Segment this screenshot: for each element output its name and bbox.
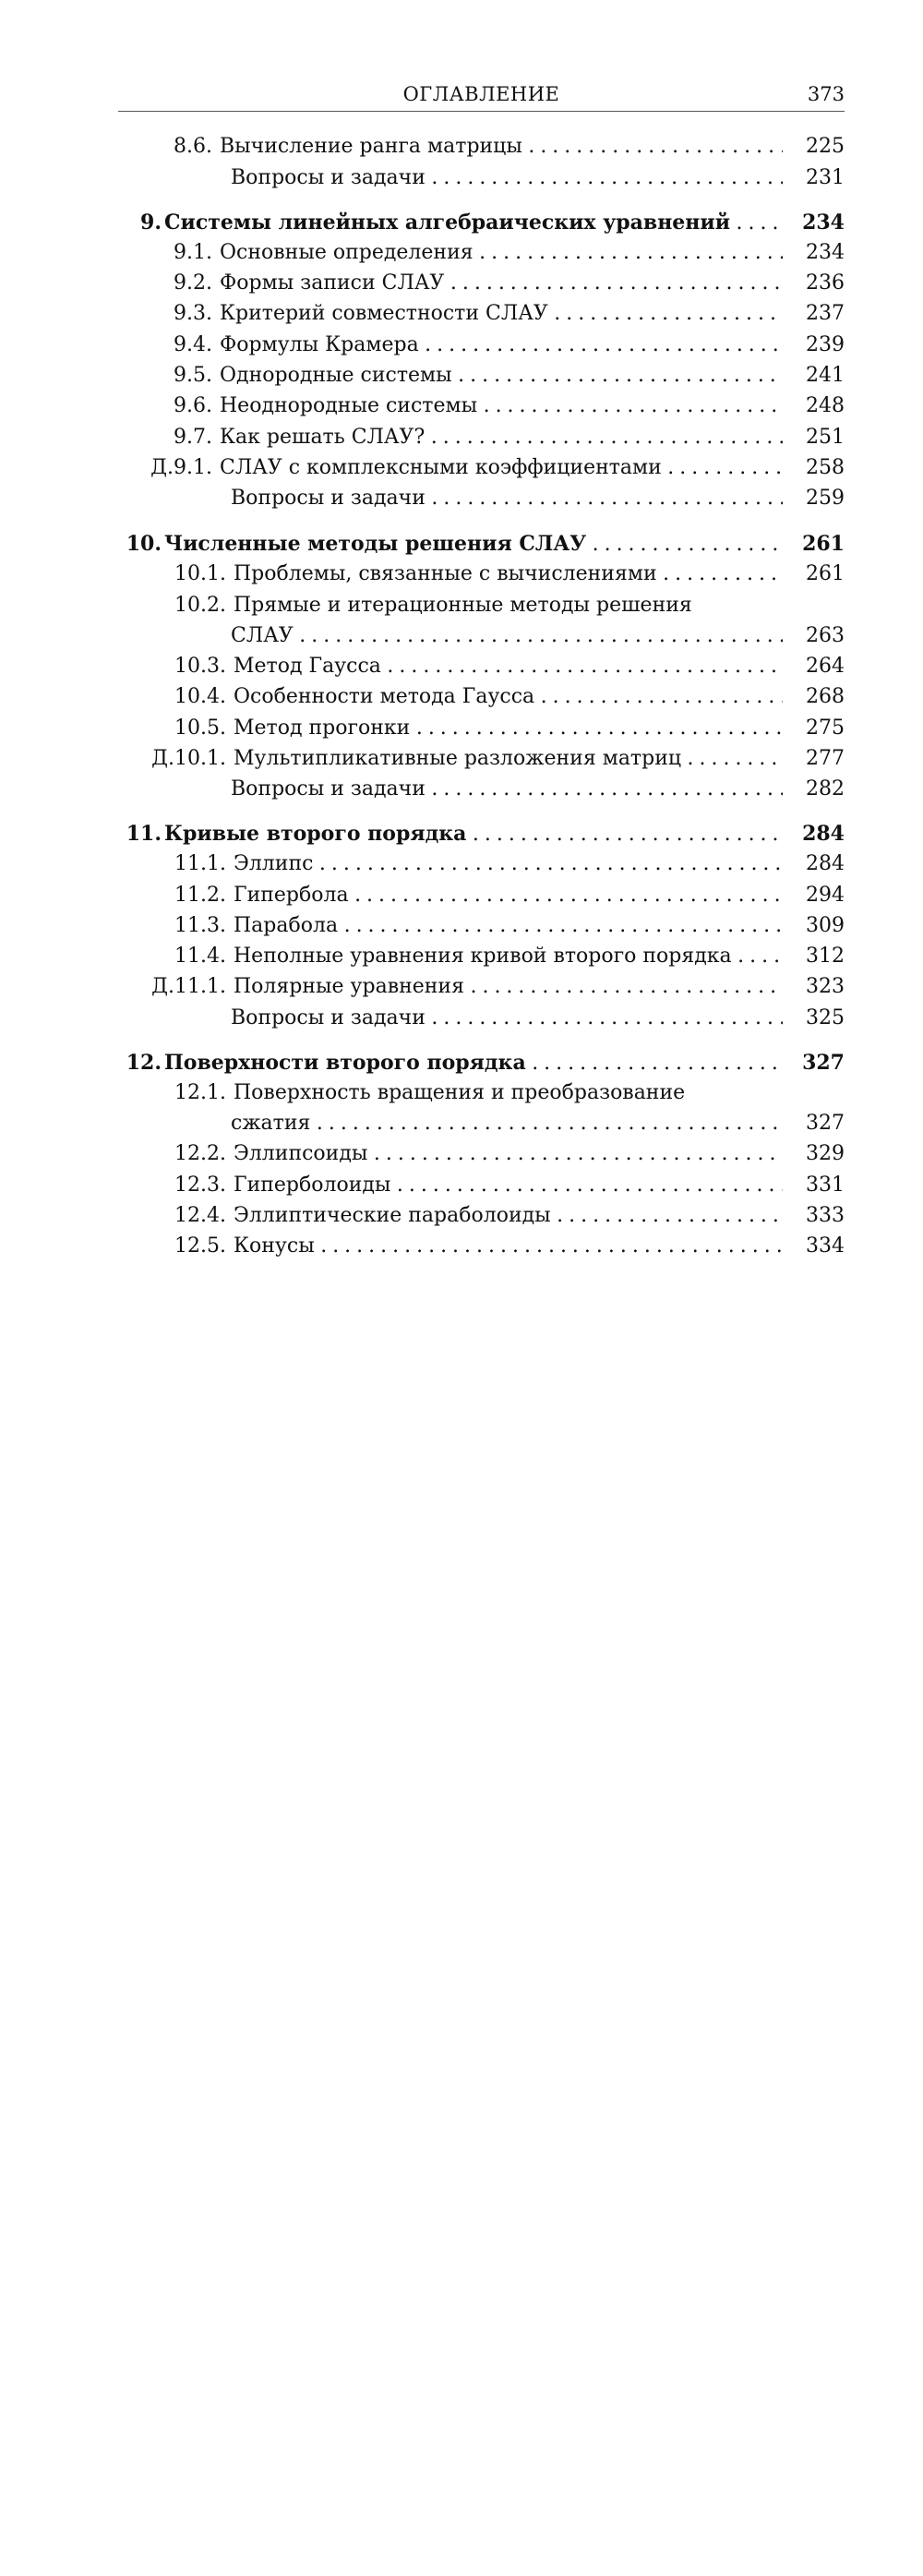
toc-entry-title[interactable]: Неоднородные системы . . .	[220, 392, 783, 420]
page-number: 373	[807, 83, 845, 105]
toc-entry-title[interactable]: Как решать СЛАУ? . . .	[220, 424, 783, 451]
toc-row	[0, 653, 923, 680]
toc-entry-number: 9.4.	[174, 333, 212, 356]
toc-entry-title[interactable]: Парабола . . .	[234, 912, 783, 940]
toc-entry-number: 12.4.	[174, 1204, 226, 1227]
toc-entry-title[interactable]: Гипербола . . .	[234, 882, 783, 909]
toc-row	[0, 331, 923, 359]
toc-entry-title[interactable]: Вопросы и задачи . . .	[231, 485, 783, 512]
toc-entry-number: 11.4.	[174, 945, 226, 968]
toc-entry-page: 251	[806, 426, 845, 449]
toc-entry-title[interactable]: Эллипсоиды . . .	[234, 1140, 783, 1168]
toc-entry-page: 331	[806, 1174, 845, 1197]
toc-entry-page: 241	[806, 364, 845, 387]
toc-entry-title[interactable]: Неполные уравнения кривой второго порядка . . .	[234, 943, 783, 970]
toc-row	[0, 454, 923, 482]
toc-row	[0, 715, 923, 742]
toc-entry-title[interactable]: Особенности метода Гаусса . . .	[234, 683, 783, 711]
toc-row	[0, 239, 923, 267]
toc-entry-title[interactable]: Вопросы и задачи . . .	[231, 776, 783, 803]
toc-entry-number: 10.4.	[174, 685, 226, 708]
toc-row	[0, 270, 923, 297]
toc-row	[0, 882, 923, 909]
toc-entry-title[interactable]: Однородные системы . . .	[220, 362, 783, 390]
toc-entry-page: 234	[806, 241, 845, 264]
toc-entry-page: 334	[806, 1234, 845, 1258]
toc-entry-page: 327	[802, 1051, 845, 1075]
toc-row	[0, 776, 923, 803]
toc-entry-title[interactable]: Метод прогонки . . .	[234, 715, 783, 742]
toc-row	[0, 1005, 923, 1032]
toc-entry-number: 12.	[126, 1051, 162, 1075]
toc-entry-number: 9.1.	[174, 241, 212, 264]
toc-row	[0, 392, 923, 420]
toc-entry-page: 268	[806, 685, 845, 708]
toc-chapter-row	[0, 209, 923, 236]
toc-entry-number: 8.6.	[174, 135, 212, 158]
toc-row	[0, 1233, 923, 1260]
toc-row	[0, 300, 923, 328]
toc-row	[0, 560, 923, 588]
toc-entry-page: 327	[806, 1112, 845, 1135]
toc-entry-page: 261	[806, 562, 845, 585]
toc-entry-page: 325	[806, 1006, 845, 1029]
toc-chapter-row	[0, 530, 923, 558]
toc-entry-title[interactable]: Формы записи СЛАУ . . .	[220, 270, 783, 297]
toc-entry-title[interactable]: Эллипс . . .	[234, 850, 783, 878]
toc-entry-number: 9.7.	[174, 426, 212, 449]
toc-entry-title[interactable]: Вопросы и задачи . . .	[231, 1005, 783, 1032]
toc-row	[0, 912, 923, 940]
toc-row	[0, 592, 923, 620]
toc-entry-number: 11.2.	[174, 884, 226, 907]
toc-entry-page: 277	[806, 747, 845, 770]
toc-entry-number: 9.6.	[174, 394, 212, 417]
toc-entry-page: 239	[806, 333, 845, 356]
toc-entry-title[interactable]: Конусы . . .	[234, 1233, 783, 1260]
toc-row	[0, 1110, 923, 1138]
toc-entry-number: 9.2.	[174, 271, 212, 295]
toc-entry-title[interactable]: Формулы Крамера . . .	[220, 331, 783, 359]
toc-entry-title[interactable]: Поверхность вращения и преобразование	[234, 1081, 686, 1104]
toc-row	[0, 850, 923, 878]
toc-entry-page: 236	[806, 271, 845, 295]
toc-entry-page: 263	[806, 624, 845, 647]
toc-entry-page: 237	[806, 302, 845, 325]
toc-row	[0, 683, 923, 711]
toc-entry-title[interactable]: Вычисление ранга матрицы . . .	[220, 133, 783, 161]
toc-entry-number: 9.5.	[174, 364, 212, 387]
toc-entry-page: 248	[806, 394, 845, 417]
toc-row	[0, 1202, 923, 1230]
toc-row	[0, 622, 923, 650]
toc-entry-page: 329	[806, 1142, 845, 1165]
toc-entry-page: 284	[802, 822, 845, 846]
toc-row	[0, 1079, 923, 1107]
toc-entry-number: 12.3.	[174, 1174, 226, 1197]
toc-entry-page: 264	[806, 655, 845, 678]
toc-entry-number: 11.	[126, 822, 162, 846]
toc-row	[0, 1172, 923, 1199]
toc-entry-page: 312	[806, 945, 845, 968]
toc-entry-number: Д.10.1.	[151, 747, 226, 770]
toc-entry-number: 10.3.	[174, 655, 226, 678]
toc-entry-page: 258	[806, 456, 845, 479]
toc-row	[0, 133, 923, 161]
toc-entry-number: 9.	[140, 211, 162, 235]
toc-row	[0, 164, 923, 192]
toc-row	[0, 362, 923, 390]
toc-entry-number: 10.5.	[174, 716, 226, 740]
toc-entry-title[interactable]: Кривые второго порядка . . .	[164, 820, 783, 849]
toc-entry-title[interactable]: СЛАУ с комплексными коэффициентами . . .	[220, 454, 783, 482]
toc-entry-title[interactable]: Полярные уравнения . . .	[234, 973, 783, 1001]
toc-entry-number: 12.2.	[174, 1142, 226, 1165]
toc-entry-title[interactable]: Вопросы и задачи . . .	[231, 164, 783, 192]
toc-entry-page: 323	[806, 975, 845, 998]
toc-entry-title[interactable]: Метод Гаусса . . .	[234, 653, 783, 680]
running-title: ОГЛАВЛЕНИЕ	[402, 83, 560, 105]
toc-entry-title[interactable]: сжатия . . .	[231, 1110, 783, 1138]
toc-entry-number: Д.11.1.	[151, 975, 226, 998]
toc-entry-page: 234	[802, 211, 845, 235]
toc-entry-number: 12.1.	[174, 1081, 226, 1104]
toc-row	[0, 424, 923, 451]
toc-entry-title[interactable]: Эллиптические параболоиды . . .	[234, 1202, 783, 1230]
toc-entry-title[interactable]: Поверхности второго порядка . . .	[164, 1049, 783, 1077]
toc-entry-page: 275	[806, 716, 845, 740]
toc-entry-title[interactable]: Проблемы, связанные с вычислениями . . .	[234, 560, 783, 588]
toc-row	[0, 973, 923, 1001]
toc-row	[0, 745, 923, 773]
toc-entry-page: 225	[806, 135, 845, 158]
toc-entry-title[interactable]: Прямые и итерационные методы решения	[234, 594, 692, 617]
toc-entry-number: 10.1.	[174, 562, 226, 585]
toc-row	[0, 1140, 923, 1168]
toc-entry-number: Д.9.1.	[150, 456, 212, 479]
toc-entry-page: 309	[806, 914, 845, 937]
toc-entry-number: 11.1.	[174, 852, 226, 875]
toc-row	[0, 943, 923, 970]
toc-entry-number: 10.2.	[174, 594, 226, 617]
page-header	[118, 81, 845, 112]
toc-entry-page: 333	[806, 1204, 845, 1227]
toc-row	[0, 485, 923, 512]
toc-entry-number: 10.	[126, 532, 162, 556]
toc-entry-title[interactable]: Численные методы решения СЛАУ . . .	[164, 530, 783, 559]
toc-entry-title[interactable]: Мультипликативные разложения матриц . . .	[234, 745, 783, 773]
toc-entry-page: 284	[806, 852, 845, 875]
toc-entry-number: 11.3.	[174, 914, 226, 937]
toc-entry-page: 261	[802, 532, 845, 556]
toc-entry-page: 282	[806, 777, 845, 800]
toc-entry-page: 294	[806, 884, 845, 907]
toc-entry-title[interactable]: Гиперболоиды . . .	[234, 1172, 783, 1199]
toc-entry-page: 259	[806, 487, 845, 510]
toc-entry-title[interactable]: СЛАУ . . .	[231, 622, 783, 650]
toc-entry-title[interactable]: Основные определения . . .	[220, 239, 783, 267]
toc-entry-title[interactable]: Системы линейных алгебраических уравнений . . .	[164, 209, 783, 237]
toc-entry-title[interactable]: Критерий совместности СЛАУ . . .	[220, 300, 783, 328]
toc-chapter-row	[0, 820, 923, 848]
toc-chapter-row	[0, 1049, 923, 1077]
toc-entry-page: 231	[806, 166, 845, 189]
toc-entry-number: 12.5.	[174, 1234, 226, 1258]
toc-entry-number: 9.3.	[174, 302, 212, 325]
